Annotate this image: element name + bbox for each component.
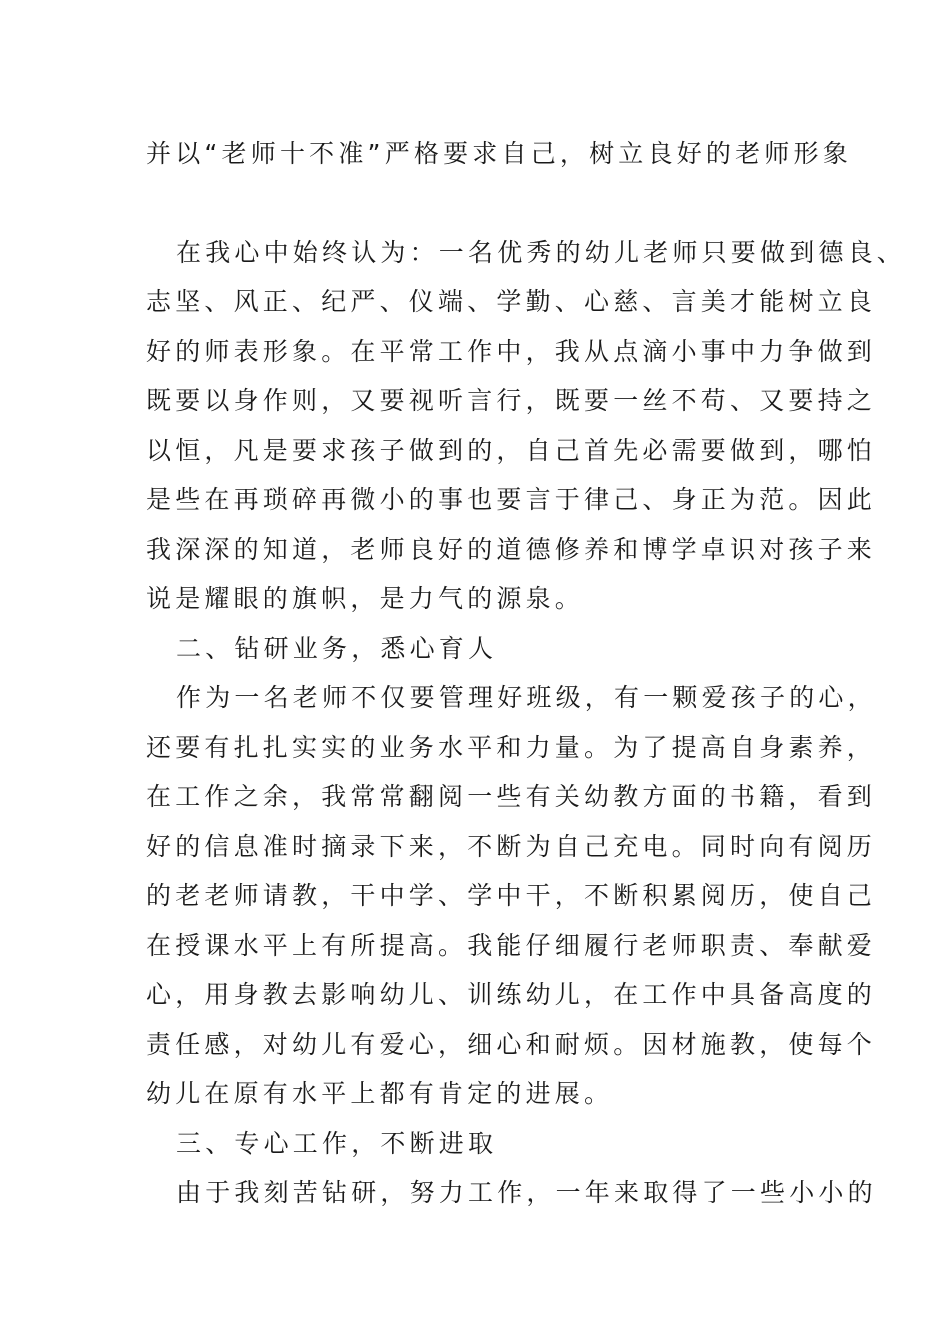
paragraph-line: 既要以身作则，又要视听言行，既要一丝不苟、又要持之	[146, 386, 877, 415]
section-heading: 三、专心工作，不断进取	[176, 1129, 498, 1158]
paragraph-line: 在工作之余，我常常翻阅一些有关幼教方面的书籍，看到	[146, 782, 877, 811]
paragraph-line: 心，用身教去影响幼儿、训练幼儿，在工作中具备高度的	[146, 980, 877, 1009]
paragraph-line: 以恒，凡是要求孩子做到的，自己首先必需要做到，哪怕	[146, 436, 877, 465]
paragraph-line: 在授课水平上有所提高。我能仔细履行老师职责、奉献爱	[146, 931, 877, 960]
paragraph-line: 作为一名老师不仅要管理好班级，有一颗爱孩子的心，	[176, 683, 877, 712]
paragraph-line: 说是耀眼的旗帜，是力气的源泉。	[146, 584, 585, 613]
paragraph-line: 我深深的知道，老师良好的道德修养和博学卓识对孩子来	[146, 535, 877, 564]
paragraph-line: 还要有扎扎实实的业务水平和力量。为了提高自身素养，	[146, 733, 877, 762]
paragraph-line: 志坚、风正、纪严、仪端、学勤、心慈、言美才能树立良	[146, 287, 877, 316]
paragraph-line: 幼儿在原有水平上都有肯定的进展。	[146, 1079, 614, 1108]
paragraph-line: 好的信息准时摘录下来，不断为自己充电。同时向有阅历	[146, 832, 877, 861]
paragraph-line: 在我心中始终认为：一名优秀的幼儿老师只要做到德良、	[176, 238, 907, 267]
section-heading: 并以“老师十不准”严格要求自己，树立良好的老师形象	[146, 139, 852, 168]
paragraph-line: 的老老师请教，干中学、学中干，不断积累阅历，使自己	[146, 881, 877, 910]
paragraph-line: 是些在再琐碎再微小的事也要言于律己、身正为范。因此	[146, 485, 877, 514]
paragraph-line: 责任感，对幼儿有爱心，细心和耐烦。因材施教，使每个	[146, 1030, 877, 1059]
paragraph-line: 由于我刻苦钻研，努力工作，一年来取得了一些小小的	[176, 1178, 877, 1207]
paragraph-line: 好的师表形象。在平常工作中，我从点滴小事中力争做到	[146, 337, 877, 366]
section-heading: 二、钻研业务，悉心育人	[176, 634, 498, 663]
